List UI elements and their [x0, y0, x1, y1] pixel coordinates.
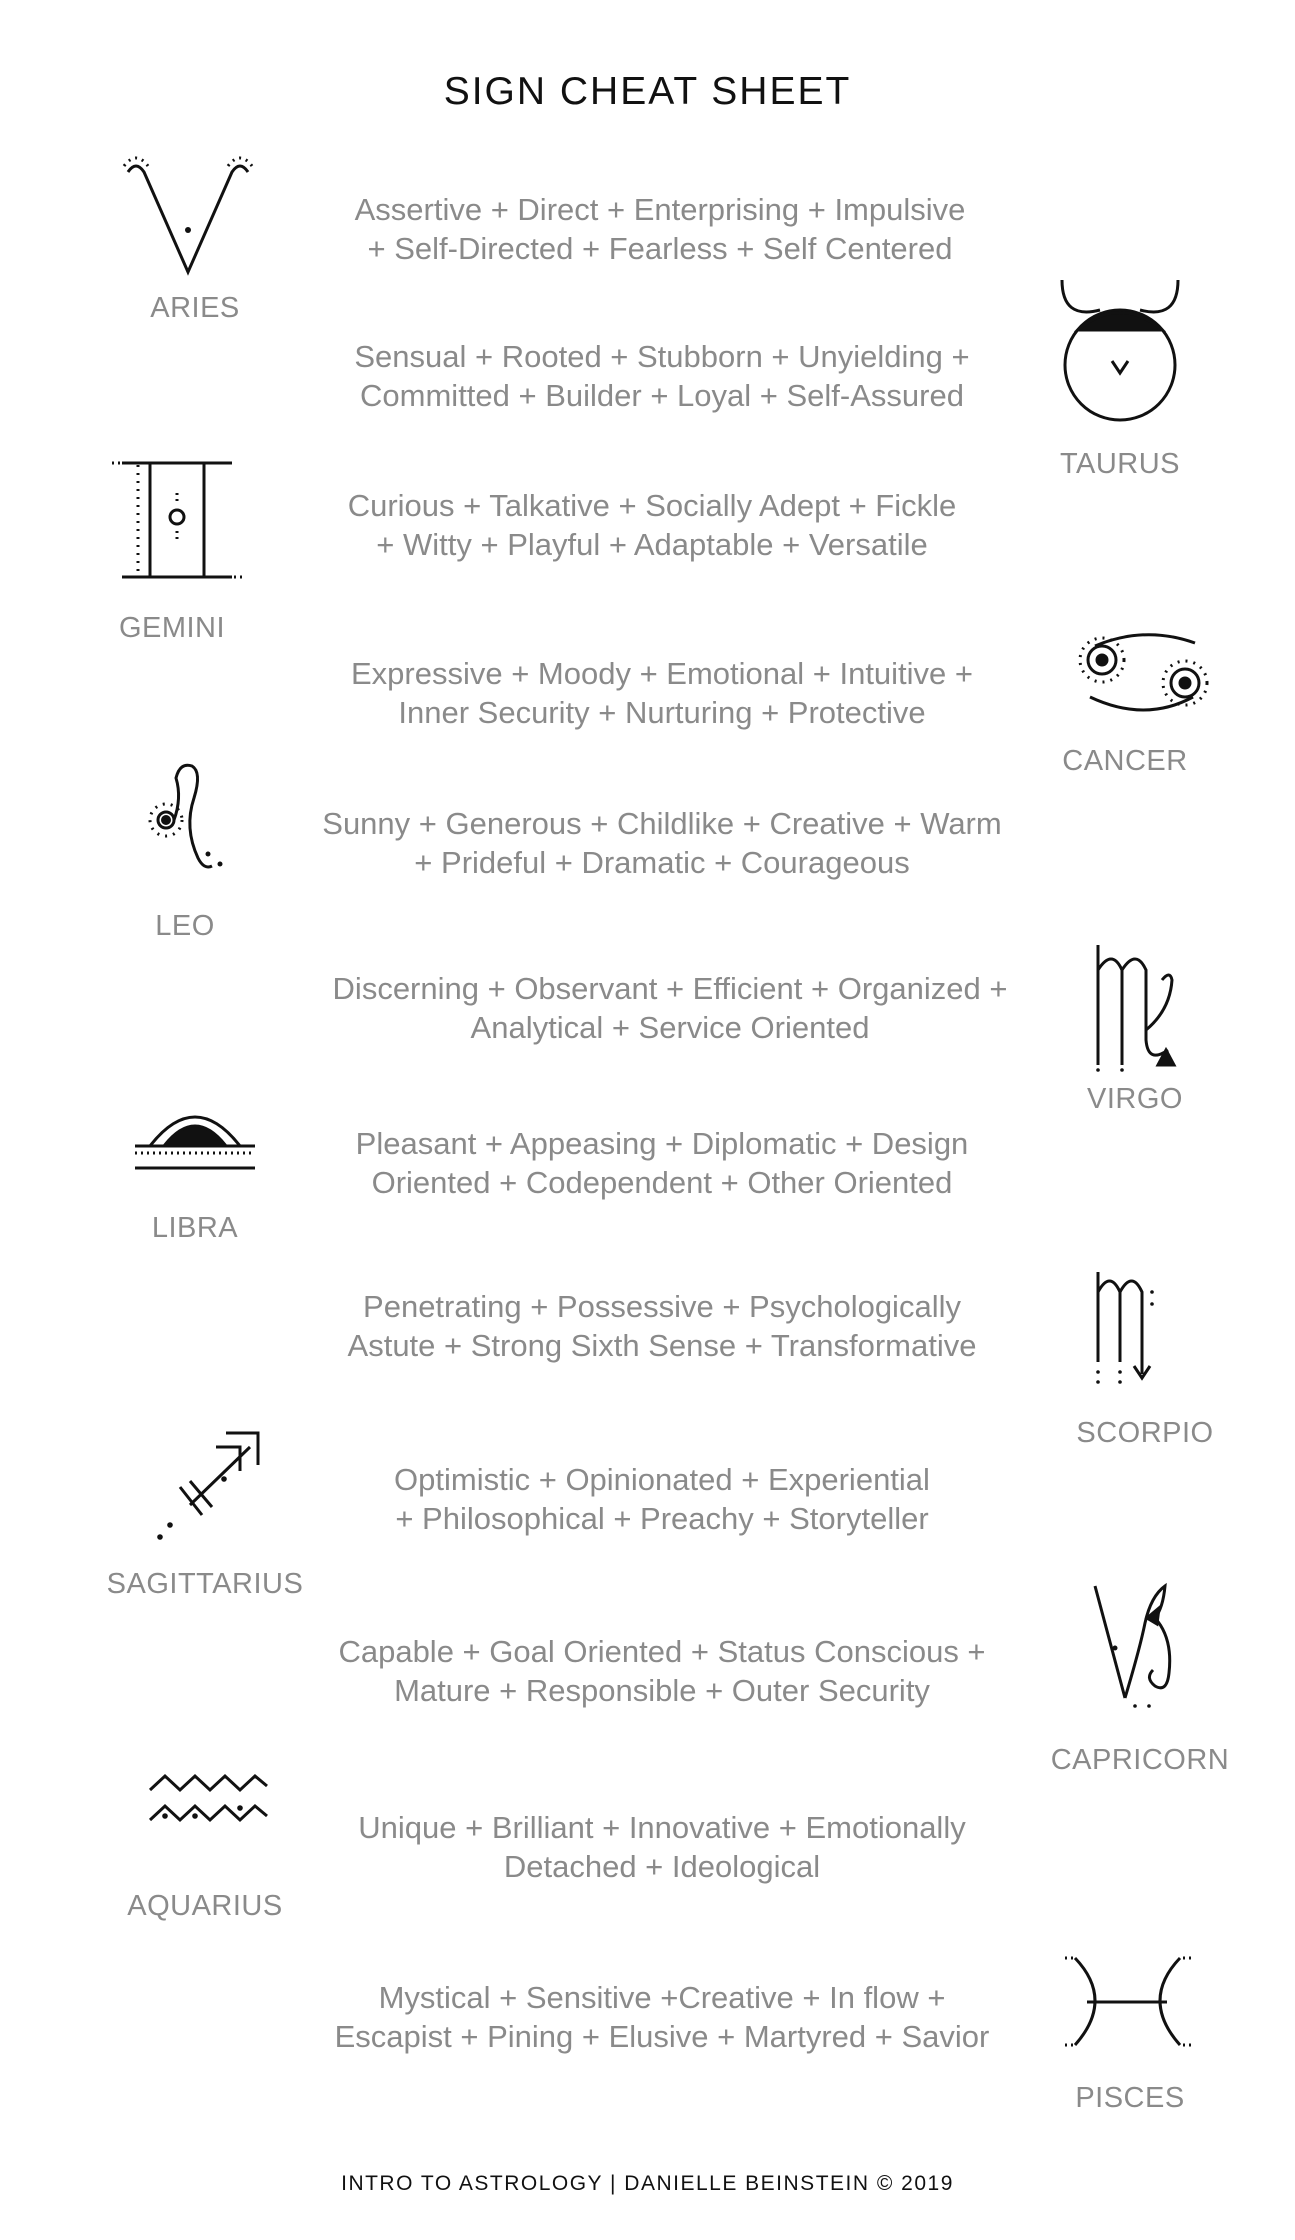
traits-gemini [272, 486, 1032, 564]
sign-label-libra: LIBRA [151, 1212, 239, 1244]
sign-label-virgo: VIRGO [1087, 1083, 1183, 1115]
gemini-icon [112, 455, 242, 585]
traits-virgo-line2: Analytical + Service Oriented [470, 1010, 870, 1045]
traits-scorpio-line2: Astute + Strong Sixth Sense + Transformative [347, 1328, 977, 1363]
traits-capricorn [282, 1632, 1042, 1710]
aquarius-icon [145, 1768, 270, 1838]
page-title: SIGN CHEAT SHEET [443, 70, 852, 113]
sign-label-gemini: GEMINI [118, 612, 226, 644]
capricorn-icon [1085, 1578, 1195, 1718]
leo-icon [140, 758, 240, 883]
libra-icon [130, 1108, 260, 1178]
traits-virgo [290, 969, 1050, 1047]
traits-leo-line1: Sunny + Generous + Childlike + Creative + Warm [322, 806, 1002, 841]
traits-taurus-line2: Committed + Builder + Loyal + Self-Assured [360, 378, 964, 413]
sign-label-aries: ARIES [150, 292, 240, 324]
traits-virgo-line1: Discerning + Observant + Efficient + Organized + [332, 971, 1008, 1006]
traits-cancer [282, 654, 1042, 732]
sign-label-scorpio: SCORPIO [1076, 1417, 1214, 1449]
traits-gemini-line2: + Witty + Playful + Adaptable + Versatile [376, 527, 928, 562]
traits-leo [282, 804, 1042, 882]
traits-leo-line2: + Prideful + Dramatic + Courageous [414, 845, 910, 880]
traits-libra [282, 1124, 1042, 1202]
virgo-icon [1090, 940, 1200, 1075]
sign-label-taurus: TAURUS [1059, 448, 1181, 480]
traits-aries [280, 190, 1040, 268]
sagittarius-icon [150, 1425, 270, 1545]
footer-credit: INTRO TO ASTROLOGY | DANIELLE BEINSTEIN © 2019 [341, 2172, 954, 2195]
traits-pisces-line1: Mystical + Sensitive +Creative + In flow + [378, 1980, 946, 2015]
traits-aries-line1: Assertive + Direct + Enterprising + Impulsive [354, 192, 966, 227]
traits-aquarius-line2: Detached + Ideological [503, 1849, 821, 1884]
traits-aquarius [282, 1808, 1042, 1886]
traits-sagittarius-line1: Optimistic + Opinionated + Experiential [394, 1462, 930, 1497]
sign-label-leo: LEO [155, 910, 215, 942]
traits-pisces [282, 1978, 1042, 2056]
traits-capricorn-line1: Capable + Goal Oriented + Status Conscious + [338, 1634, 986, 1669]
traits-scorpio [282, 1287, 1042, 1365]
sign-label-pisces: PISCES [1075, 2082, 1185, 2114]
traits-taurus [282, 337, 1042, 415]
traits-taurus-line1: Sensual + Rooted + Stubborn + Unyielding + [354, 339, 970, 374]
pisces-icon [1065, 1950, 1195, 2055]
sign-label-cancer: CANCER [1062, 745, 1188, 777]
traits-aries-line2: + Self-Directed + Fearless + Self Centered [367, 231, 953, 266]
traits-capricorn-line2: Mature + Responsible + Outer Security [394, 1673, 930, 1708]
traits-libra-line2: Oriented + Codependent + Other Oriented [371, 1165, 953, 1200]
cancer-icon [1075, 625, 1215, 725]
scorpio-icon [1090, 1262, 1190, 1397]
sign-label-capricorn: CAPRICORN [1050, 1744, 1230, 1776]
traits-cancer-line2: Inner Security + Nurturing + Protective [398, 695, 926, 730]
aries-icon [118, 152, 258, 277]
sign-label-aquarius: AQUARIUS [127, 1890, 283, 1922]
traits-sagittarius-line2: + Philosophical + Preachy + Storyteller [395, 1501, 929, 1536]
traits-aquarius-line1: Unique + Brilliant + Innovative + Emotionally [358, 1810, 966, 1845]
traits-sagittarius [282, 1460, 1042, 1538]
traits-scorpio-line1: Penetrating + Possessive + Psychologically [363, 1289, 961, 1324]
traits-cancer-line1: Expressive + Moody + Emotional + Intuitive + [350, 656, 974, 691]
traits-gemini-line1: Curious + Talkative + Socially Adept + Fickle [347, 488, 957, 523]
taurus-icon [1050, 275, 1190, 425]
sign-label-sagittarius: SAGITTARIUS [106, 1568, 304, 1600]
traits-libra-line1: Pleasant + Appeasing + Diplomatic + Design [355, 1126, 969, 1161]
traits-pisces-line2: Escapist + Pining + Elusive + Martyred + Savior [334, 2019, 990, 2054]
